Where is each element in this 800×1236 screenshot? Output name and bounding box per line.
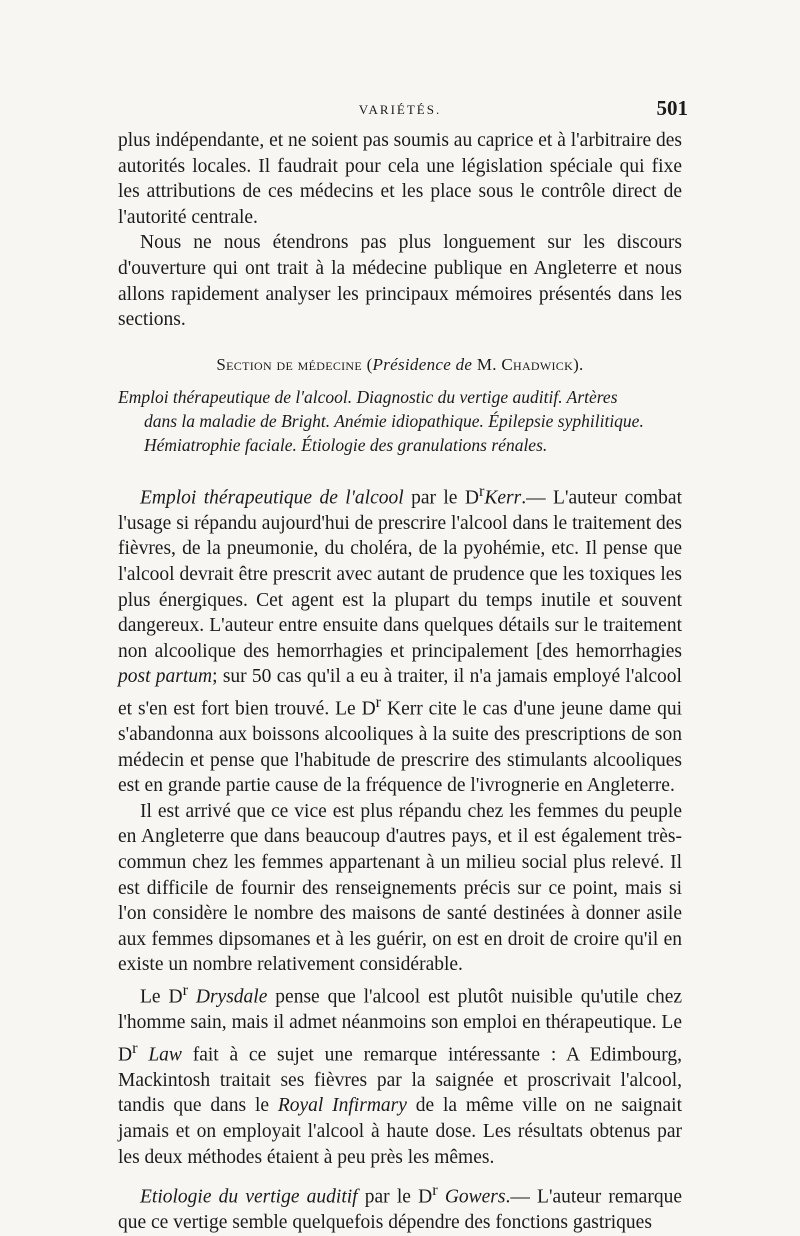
section-close: ). <box>573 354 584 374</box>
royal-infirmary: Royal Infirmary <box>277 1095 407 1117</box>
article-title-alcool: Emploi thérapeutique de l'alcool <box>140 487 404 509</box>
post-partum: post partum <box>118 666 213 688</box>
page-header <box>118 96 688 128</box>
section-title: Section de médecine (Présidence de M. Chadwick). <box>216 354 584 374</box>
dr-sup: r <box>478 481 485 500</box>
vertige-by: par le D <box>357 1186 433 1208</box>
author-gowers: Gowers <box>444 1186 506 1208</box>
dr-sup-5: r <box>432 1181 438 1200</box>
running-head: VARIÉTÉS. <box>358 102 442 117</box>
alcool-text-c: ; sur 50 cas qu'il a eu à traiter, il n'a jamais employé l'alcool et s'en est fort bien trouvé. Le D <box>118 666 682 720</box>
topics-line-2: dans la maladie de Bright. Anémie idiopathique. Épilepsie syphilitique. <box>144 410 644 431</box>
section-president: M. Chadwick <box>476 354 574 374</box>
topics-line-1: Emploi thérapeutique de l'alcool. Diagnostic du vertige auditif. Artères <box>118 386 618 407</box>
page-number: 501 <box>656 96 688 120</box>
alcool-text-a: .— L'auteur combat l'usage si répandu aujourd'hui de prescrire l'alcool dans le traitement des fièvres, de la pneumonie, du choléra, de la pyohémie, etc. Il pense que l'alcool devrait être prescrit avec autant de prudence que les toxiques les plus énergiques. Cet agent est la plupart du temps inutile et souvent dangereux. L'auteur entre ensuite dans quelques détails sur le traitement non alcoolique des hemorrhagies et principalement [des hemorrhagies <box>118 487 682 662</box>
dr-sup-2: r <box>375 693 382 711</box>
paragraph-vertige <box>118 1178 682 1236</box>
paragraph-2: Nous ne nous étendrons pas plus longuement sur les discours d'ouverture qui ont trait à la médecine publique en Angleterre et nous allons rapidement analyser les principaux mémoires présentés dans les sections. <box>118 232 682 331</box>
by-text: par le D <box>403 487 479 509</box>
section-prefix: Section de médecine <box>216 354 363 374</box>
article-title-vertige: Etiologie du vertige auditif <box>140 1186 358 1208</box>
author-kerr: Kerr <box>484 487 522 509</box>
dr-sup-4: r <box>132 1038 138 1057</box>
topics-list <box>118 385 682 457</box>
paragraph-femmes: Il est arrivé que ce vice est plus répandu chez les femmes du peuple en Angleterre que dans beaucoup d'autres pays, et il est également très-commun chez les femmes appartenant à un milieu social plus relevé. Il est difficile de fournir des renseignements précis sur ce point, mais si l'on considère le nombre des maisons de santé destinées à donner asile aux femmes dipsomanes et à les guérir, on est en droit de croire qu'il en existe un nombre relativement considérable. <box>118 800 682 976</box>
drysdale-d: de la même ville on ne saignait jamais et on employait l'alcool à haute dose. Les résultats obtenus par les deux méthodes étaient à peu près les mêmes. <box>118 1095 682 1168</box>
drysdale-c: fait à ce sujet une remarque intéressante : A Edimbourg, Mackintosh traitait ses fièvres par la saignée et proscrivait l'alcool, tandis que dans le <box>118 1044 683 1117</box>
dr-sup-3: r <box>182 981 188 1000</box>
spacer <box>118 1170 682 1178</box>
paragraph-alcool <box>118 479 682 799</box>
alcool-text-d: Kerr cite le cas d'une jeune dame qui s'abandonna aux boissons alcooliques à la suite des prescriptions de son médecin et pense que l'habitude de prescrire des stimulants alcooliques est en grande partie cause de la fréquence de l'ivrognerie en Angleterre. <box>118 698 682 797</box>
author-drysdale: Drysdale <box>195 986 268 1008</box>
author-law: Law <box>148 1044 182 1066</box>
paragraph-1: plus indépendante, et ne soient pas soumis au caprice et à l'arbitraire des autorités locales. Il faudrait pour cela une législation spéciale qui fixe les attributions de ces médecins et les place sous le contrôle direct de l'autorité centrale. <box>118 130 682 228</box>
drysdale-b: pense que l'alcool est plutôt nuisible qu'utile chez l'homme sain, mais il admet néanmoins son emploi en thérapeutique. Le D <box>118 986 683 1066</box>
section-presidence: Présidence de <box>372 354 473 374</box>
vertige-text: .— L'auteur remarque que ce vertige semble quelquefois dépendre des fonctions gastriques <box>118 1186 682 1234</box>
topics-line-3: Hémiatrophie faciale. Étiologie des granulations rénales. <box>144 434 548 455</box>
paragraph-drysdale <box>118 978 682 1170</box>
drysdale-a: Le D <box>140 986 183 1008</box>
